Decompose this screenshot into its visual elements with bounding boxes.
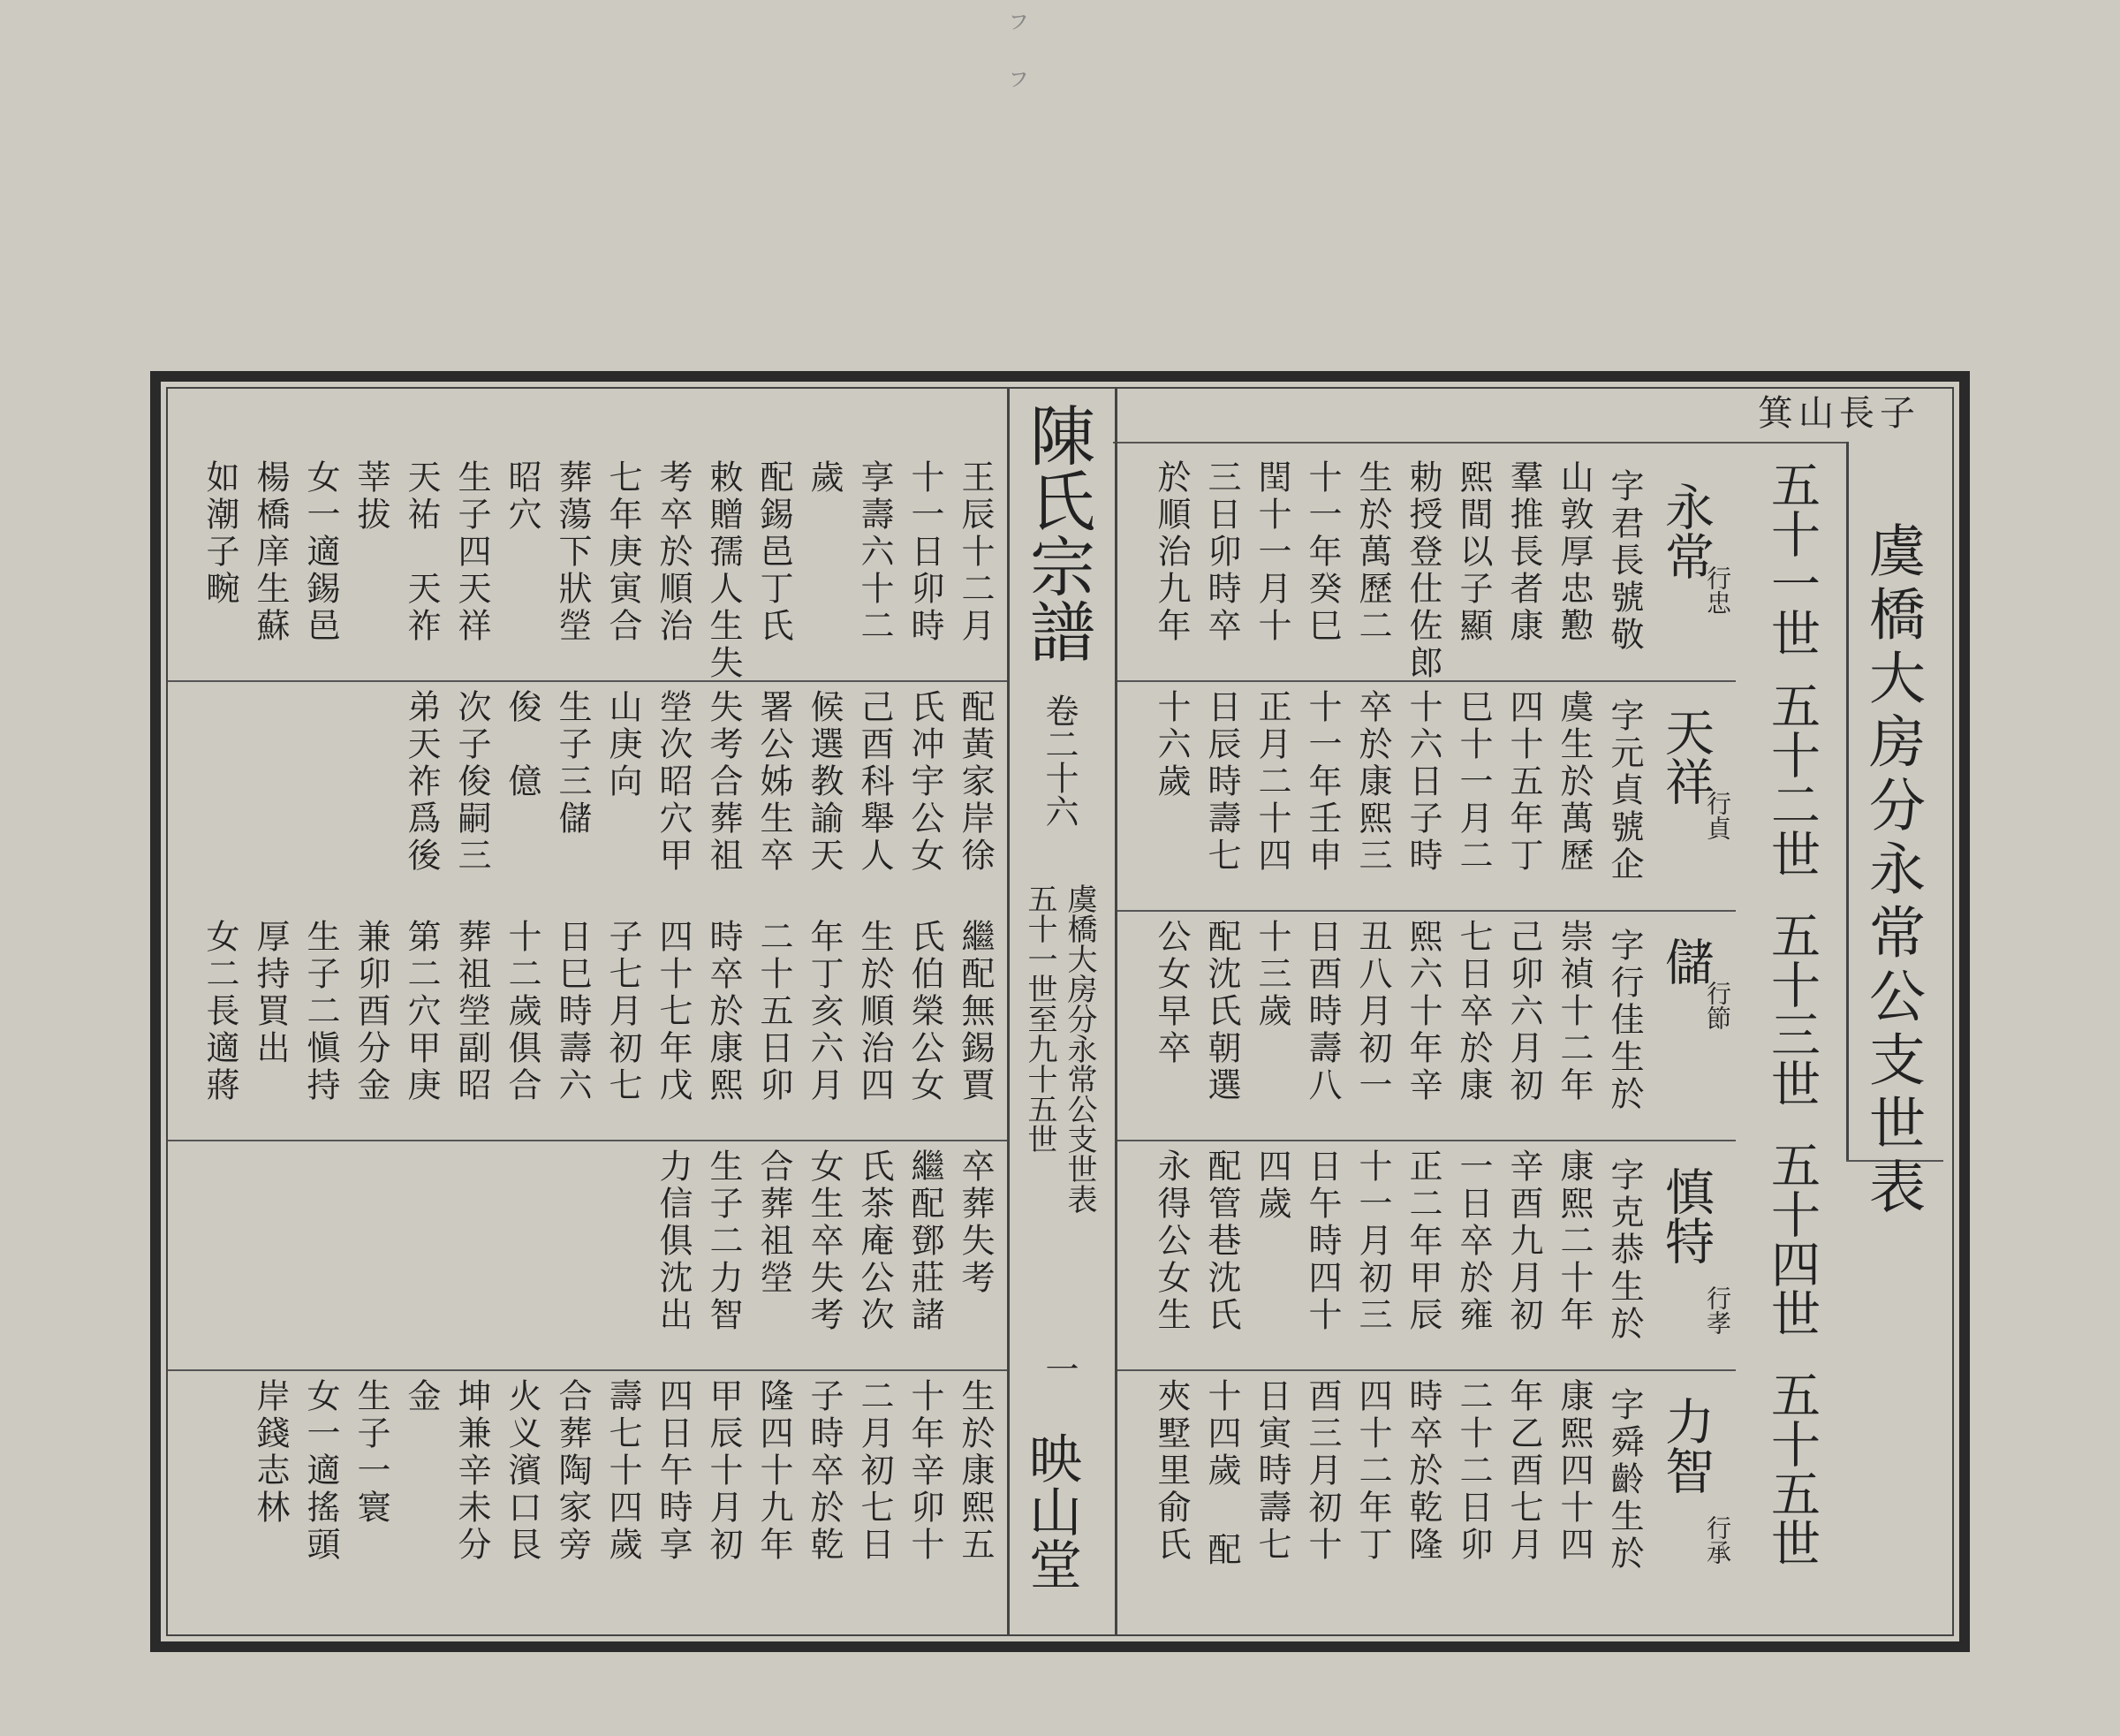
left-col-5-line: 生子一寰 bbox=[352, 1378, 390, 1527]
person-hang-5: 行承 bbox=[1703, 1515, 1732, 1565]
person-3-line: 丑八月初一 bbox=[1353, 919, 1392, 1104]
left-col-5-line: 壽七十四歲 bbox=[603, 1378, 642, 1564]
left-col-3-line: 葬祖塋副昭 bbox=[452, 919, 491, 1104]
person-5-line: 年乙酉七月 bbox=[1504, 1378, 1543, 1564]
left-col-1-line: 生子四天祥 bbox=[452, 459, 491, 645]
left-col-3-line: 生子二愼持 bbox=[301, 919, 340, 1104]
person-2-line: 日辰時壽七 bbox=[1202, 689, 1241, 875]
left-col-1-line: 王辰十二月 bbox=[956, 459, 995, 645]
left-col-3-line: 子七月初七 bbox=[603, 919, 642, 1104]
left-col-3-line: 年丁亥六月 bbox=[805, 919, 844, 1104]
person-2-line: 卒於康熙三 bbox=[1353, 689, 1392, 875]
person-1-line: 勅授登仕佐郎 bbox=[1404, 459, 1442, 682]
person-2-line: 十六日子時 bbox=[1404, 689, 1442, 875]
person-3-line: 日酉時壽八 bbox=[1303, 919, 1342, 1104]
top-mark: ㇷ ㇷ bbox=[996, 9, 1027, 93]
left-col-5-line: 火义濱口艮 bbox=[503, 1378, 541, 1564]
left-col-2-line: 署公姊生卒 bbox=[754, 689, 793, 875]
spine-hall: 映山堂 bbox=[1020, 1431, 1082, 1590]
gen-52: 五十二世 bbox=[1763, 680, 1821, 878]
left-col-4-line: 生子二力智 bbox=[704, 1148, 743, 1334]
left-col-1-line: 享壽六十二 bbox=[855, 459, 894, 645]
person-name-4: 慎特 bbox=[1657, 1166, 1715, 1265]
title-divider bbox=[1846, 442, 1849, 1162]
person-5-line: 十四歲 配 bbox=[1202, 1378, 1241, 1569]
left-col-5-line: 合葬陶家旁 bbox=[553, 1378, 592, 1564]
person-5-line: 康熙四十四 bbox=[1555, 1378, 1594, 1564]
person-1-line: 於順治九年 bbox=[1152, 459, 1191, 645]
left-col-3-line: 第二穴甲庚 bbox=[402, 919, 441, 1104]
left-col-1-line: 配錫邑丁氏 bbox=[754, 459, 793, 645]
person-4-line: 四歲 bbox=[1253, 1148, 1291, 1223]
left-col-4-line: 女生卒失考 bbox=[805, 1148, 844, 1334]
left-col-3-line: 女二長適蔣 bbox=[201, 919, 239, 1104]
spine-subtitle: 虞橋大房分永常公支世表 bbox=[1062, 883, 1097, 1214]
left-col-1-line: 七年庚寅合 bbox=[603, 459, 642, 645]
left-col-5-line: 四日午時享 bbox=[654, 1378, 693, 1564]
person-3-line: 七日卒於康 bbox=[1454, 919, 1493, 1104]
header-note: 箕山長子 bbox=[1758, 393, 1920, 434]
spine-right-line bbox=[1115, 389, 1117, 1636]
person-2-line: 十一年壬申 bbox=[1303, 689, 1342, 875]
left-col-4-line: 合葬祖塋 bbox=[754, 1148, 793, 1297]
person-hang-4: 行孝 bbox=[1703, 1285, 1732, 1335]
person-hang-2: 行貞 bbox=[1703, 791, 1732, 840]
spine-volume: 卷二十六 bbox=[1040, 694, 1079, 828]
person-1-line: 生於萬歷二 bbox=[1353, 459, 1392, 645]
left-col-3-line: 二十五日卯 bbox=[754, 919, 793, 1104]
left-col-3-line: 繼配無錫賈 bbox=[956, 919, 995, 1104]
gen-51: 五十一世 bbox=[1763, 459, 1821, 657]
left-col-1-line: 歲 bbox=[805, 459, 844, 497]
left-col-2-line: 氏冲宇公女 bbox=[905, 689, 944, 875]
person-1-line: 山敦厚忠懃 bbox=[1555, 459, 1594, 645]
person-1-line: 字君長號敬 bbox=[1605, 468, 1644, 654]
person-2-line: 字元貞號企 bbox=[1605, 698, 1644, 883]
person-3-line: 熙六十年辛 bbox=[1404, 919, 1442, 1104]
left-row-sep-2 bbox=[168, 1140, 1007, 1141]
left-col-3-line: 生於順治四 bbox=[855, 919, 894, 1104]
left-col-2-line: 次子俊嗣三 bbox=[452, 689, 491, 875]
row-sep-3 bbox=[1117, 1140, 1736, 1141]
left-col-5-line: 十年辛卯十 bbox=[905, 1378, 944, 1564]
person-4-line: 辛酉九月初 bbox=[1504, 1148, 1543, 1334]
left-col-5-line: 坤兼辛未分 bbox=[452, 1378, 491, 1564]
person-name-2: 天祥 bbox=[1657, 707, 1715, 806]
person-3-line: 十三歲 bbox=[1253, 919, 1291, 1030]
left-col-1-line: 十一日卯時 bbox=[905, 459, 944, 645]
left-col-1-line: 考卒於順治 bbox=[654, 459, 693, 645]
person-4-line: 一日卒於雍 bbox=[1454, 1148, 1493, 1334]
left-col-1-line: 敕贈孺人生失 bbox=[704, 459, 743, 682]
person-4-line: 日午時四十 bbox=[1303, 1148, 1342, 1334]
left-row-sep-1 bbox=[168, 680, 1007, 682]
row-sep-4 bbox=[1117, 1369, 1736, 1371]
person-name-1: 永常 bbox=[1657, 481, 1715, 580]
left-col-5-line: 二月初七日 bbox=[855, 1378, 894, 1564]
left-col-1-line: 如潮子畹 bbox=[201, 459, 239, 608]
spine-title: 陳氏宗譜 bbox=[1019, 402, 1095, 663]
person-1-line: 熙間以子顯 bbox=[1454, 459, 1493, 645]
left-col-5-line: 甲辰十月初 bbox=[704, 1378, 743, 1564]
left-col-1-line: 葬蕩下狀塋 bbox=[553, 459, 592, 645]
left-col-5-line: 子時卒於乾 bbox=[805, 1378, 844, 1564]
left-col-5-line: 隆四十九年 bbox=[754, 1378, 793, 1564]
left-col-2-line: 己酉科舉人 bbox=[855, 689, 894, 875]
spine-range: 五十一世至九十五世 bbox=[1022, 883, 1057, 1154]
person-5-line: 二十二日卯 bbox=[1454, 1378, 1493, 1564]
person-2-line: 十六歲 bbox=[1152, 689, 1191, 800]
gen-55: 五十五世 bbox=[1763, 1369, 1821, 1567]
left-col-1-line: 楊橋庠生蘇 bbox=[251, 459, 290, 645]
left-col-2-line: 失考合葬祖 bbox=[704, 689, 743, 875]
spine-left-line bbox=[1007, 389, 1010, 1636]
left-col-1-line: 昭穴 bbox=[503, 459, 541, 534]
left-col-5-line: 生於康熙五 bbox=[956, 1378, 995, 1564]
left-col-5-line: 女一適搖頭 bbox=[301, 1378, 340, 1564]
person-2-line: 虞生於萬歷 bbox=[1555, 689, 1594, 875]
spine-page: 一 bbox=[1040, 1352, 1079, 1385]
left-col-2-line: 山庚向 bbox=[603, 689, 642, 800]
left-col-3-line: 十二歲俱合 bbox=[503, 919, 541, 1104]
left-col-3-line: 日巳時壽六 bbox=[553, 919, 592, 1104]
left-col-2-line: 塋次昭穴甲 bbox=[654, 689, 693, 875]
person-4-line: 康熙二十年 bbox=[1555, 1148, 1594, 1334]
left-col-4-line: 力信俱沈出 bbox=[654, 1148, 693, 1334]
person-4-line: 十一月初三 bbox=[1353, 1148, 1392, 1334]
gen-54: 五十四世 bbox=[1763, 1140, 1821, 1338]
left-col-5-line: 岸錢志林 bbox=[251, 1378, 290, 1527]
left-col-1-line: 女一適錫邑 bbox=[301, 459, 340, 645]
person-4-line: 正二年甲辰 bbox=[1404, 1148, 1442, 1334]
person-5-line: 字舜齡生於 bbox=[1605, 1387, 1644, 1573]
page-title: 虞橋大房分永常公支世表 bbox=[1859, 521, 1925, 1221]
person-4-line: 字克恭生於 bbox=[1605, 1157, 1644, 1343]
left-col-4-line: 卒葬失考 bbox=[956, 1148, 995, 1297]
left-col-3-line: 兼卯酉分金 bbox=[352, 919, 390, 1104]
row-sep-2 bbox=[1117, 910, 1736, 912]
header-line bbox=[1113, 442, 1846, 443]
person-1-line: 十一年癸巳 bbox=[1303, 459, 1342, 645]
person-5-line: 四十二年丁 bbox=[1353, 1378, 1392, 1564]
left-col-3-line: 氏伯榮公女 bbox=[905, 919, 944, 1104]
person-hang-1: 行忠 bbox=[1703, 565, 1732, 615]
person-4-line: 配管巷沈氏 bbox=[1202, 1148, 1241, 1334]
person-2-line: 四十五年丁 bbox=[1504, 689, 1543, 875]
left-col-3-line: 時卒於康熙 bbox=[704, 919, 743, 1104]
left-col-3-line: 四十七年戊 bbox=[654, 919, 693, 1104]
left-row-sep-3 bbox=[168, 1369, 1007, 1371]
left-col-2-line: 弟天祚爲後 bbox=[402, 689, 441, 875]
left-col-4-line: 氏茶庵公次 bbox=[855, 1148, 894, 1334]
person-name-5: 力智 bbox=[1657, 1396, 1715, 1495]
person-hang-3: 行節 bbox=[1703, 981, 1732, 1030]
person-4-line: 永得公女生 bbox=[1152, 1148, 1191, 1334]
left-col-2-line: 候選教諭天 bbox=[805, 689, 844, 875]
person-5-line: 酉三月初十 bbox=[1303, 1378, 1342, 1564]
person-1-line: 閏十一月十 bbox=[1253, 459, 1291, 645]
person-name-3: 儲 bbox=[1657, 936, 1715, 986]
person-3-line: 己卯六月初 bbox=[1504, 919, 1543, 1104]
left-col-4-line: 繼配鄧莊諸 bbox=[905, 1148, 944, 1334]
person-2-line: 正月二十四 bbox=[1253, 689, 1291, 875]
person-3-line: 配沈氏朝選 bbox=[1202, 919, 1241, 1104]
person-5-line: 時卒於乾隆 bbox=[1404, 1378, 1442, 1564]
left-col-2-line: 俊 億 bbox=[503, 689, 541, 800]
person-5-line: 日寅時壽七 bbox=[1253, 1378, 1291, 1564]
person-3-line: 字行佳生於 bbox=[1605, 928, 1644, 1113]
left-col-2-line: 生子三儲 bbox=[553, 689, 592, 838]
left-col-3-line: 厚持買出 bbox=[251, 919, 290, 1067]
gen-53: 五十三世 bbox=[1763, 910, 1821, 1108]
person-1-line: 三日卯時卒 bbox=[1202, 459, 1241, 645]
person-1-line: 羣推長者康 bbox=[1504, 459, 1543, 645]
person-2-line: 巳十一月二 bbox=[1454, 689, 1493, 875]
left-col-5-line: 金 bbox=[402, 1378, 441, 1415]
left-col-1-line: 天祐 天祚 bbox=[402, 459, 441, 645]
person-3-line: 崇禎十二年 bbox=[1555, 919, 1594, 1104]
left-col-1-line: 莘拔 bbox=[352, 459, 390, 534]
left-col-2-line: 配黃家岸徐 bbox=[956, 689, 995, 875]
person-3-line: 公女早卒 bbox=[1152, 919, 1191, 1067]
person-5-line: 夾墅里俞氏 bbox=[1152, 1378, 1191, 1564]
